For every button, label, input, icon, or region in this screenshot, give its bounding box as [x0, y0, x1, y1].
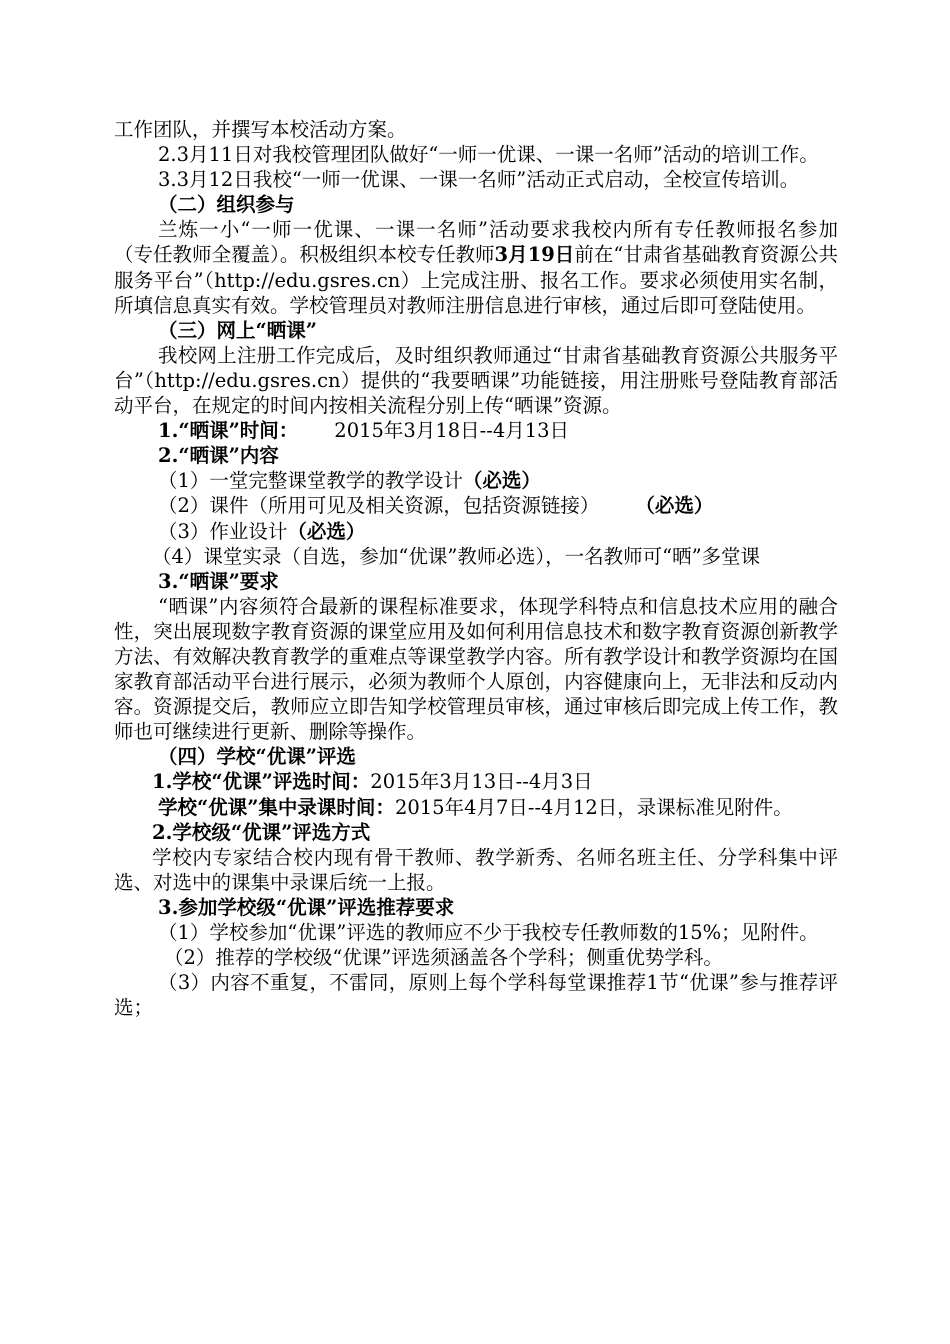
- recording-time-label: 学校“优课”集中录课时间：: [158, 795, 395, 819]
- item-show-requirements: 3.“晒课”要求: [158, 569, 279, 593]
- document-page: [114, 117, 838, 1020]
- content-item-1-required: （必选）: [462, 469, 541, 493]
- paragraph-launch: 3.3月12日我校“一师一优课、一课一名师”活动正式启动，全校宣传培训。: [158, 168, 800, 192]
- show-time-label: 1.“晒课”时间：: [158, 419, 299, 443]
- content-item-3: [114, 519, 838, 544]
- content-item-4: （4）课堂实录（自选，参加“优课”教师必选），一名教师可“晒”多堂课: [152, 544, 761, 568]
- item-recommend-requirements: 3.参加学校级“优课”评选推荐要求: [158, 895, 455, 919]
- heading-organize: （二）组织参与: [158, 193, 295, 217]
- selection-time-label: 1.学校“优课”评选时间：: [152, 770, 371, 794]
- item-selection-method: 2.学校级“优课”评选方式: [152, 820, 371, 844]
- heading-school-selection: （四）学校“优课”评选: [158, 745, 356, 769]
- item-show-time: [114, 418, 838, 443]
- paragraph-online: 我校网上注册工作完成后，及时组织教师通过“甘肃省基础教育资源公共服务平台”（http://edu.gsres.cn）提供的“我要晒课”功能链接，用注册账号登陆教育部活动平台，在规定的时间内按相关流程分别上传“晒课”资源。: [114, 343, 838, 418]
- paragraph-training: 2.3月11日对我校管理团队做好“一师一优课、一课一名师”活动的培训工作。: [158, 143, 819, 167]
- registration-text-b: 前在“甘肃省基础教育资源公共服务平台”（http://edu.gsres.cn）上完成注册、报名工作。要求必须使用实名制，所填信息真实有效。学校管理员对教师注册信息进行审核，通过后即可登陆使用。: [114, 243, 838, 317]
- item-recording-time: [114, 795, 838, 820]
- content-item-3-required: （必选）: [287, 519, 366, 543]
- requirement-1: （1）学校参加“优课”评选的教师应不少于我校专任教师数的15%；见附件。: [158, 921, 819, 944]
- paragraph-selection-method: 学校内专家结合校内现有骨干教师、教学新秀、名师名班主任、分学科集中评选、对选中的课集中录课后统一上报。: [114, 845, 838, 894]
- requirement-3: （3）内容不重复，不雷同，原则上每个学科每堂课推荐1节“优课”参与推荐评选；: [114, 971, 838, 1020]
- content-item-1-text: （1）一堂完整课堂教学的教学设计: [158, 469, 463, 493]
- requirement-2: （2）推荐的学校级“优课”评选须涵盖各个学科；侧重优势学科。: [164, 946, 723, 970]
- content-item-2-required: （必选）: [635, 494, 714, 518]
- registration-text-a: 兰炼一小“一师一优课、一课一名师”活动要求我校内所有专任教师报名参加（专任教师全覆盖）。积极组织本校专任教师: [114, 218, 838, 267]
- paragraph-team: 工作团队，并撰写本校活动方案。: [114, 118, 407, 141]
- item-selection-time: [114, 769, 838, 794]
- paragraph-requirements: “晒课”内容须符合最新的课程标准要求，体现学科特点和信息技术应用的融合性，突出展现数字教育资源的课堂应用及如何利用信息技术和数字教育资源创新教学方法、有效解决教育教学的重难点等课堂教学内容。所有教学设计和教学资源均在国家教育部活动平台进行展示，必须为教师个人原创，内容健康向上，无非法和反动内容。资源提交后，教师应立即告知学校管理员审核，通过审核后即完成上传工作，教师也可继续进行更新、删除等操作。: [114, 594, 838, 744]
- content-item-1: [114, 468, 838, 493]
- content-item-2: [114, 493, 838, 518]
- content-item-3-text: （3）作业设计: [158, 519, 288, 543]
- heading-online: （三）网上“晒课”: [158, 318, 317, 342]
- item-show-content: 2.“晒课”内容: [158, 444, 279, 468]
- selection-time-value: 2015年3月13日--4月3日: [370, 770, 593, 794]
- recording-time-value: 2015年4月7日--4月12日，录课标准见附件。: [394, 795, 793, 819]
- registration-deadline: 3月19日: [494, 243, 575, 267]
- show-time-value: 2015年3月18日--4月13日: [334, 419, 570, 443]
- paragraph-registration: [114, 217, 838, 317]
- content-item-2-text: （2）课件（所用可见及相关资源，包括资源链接）: [158, 494, 600, 518]
